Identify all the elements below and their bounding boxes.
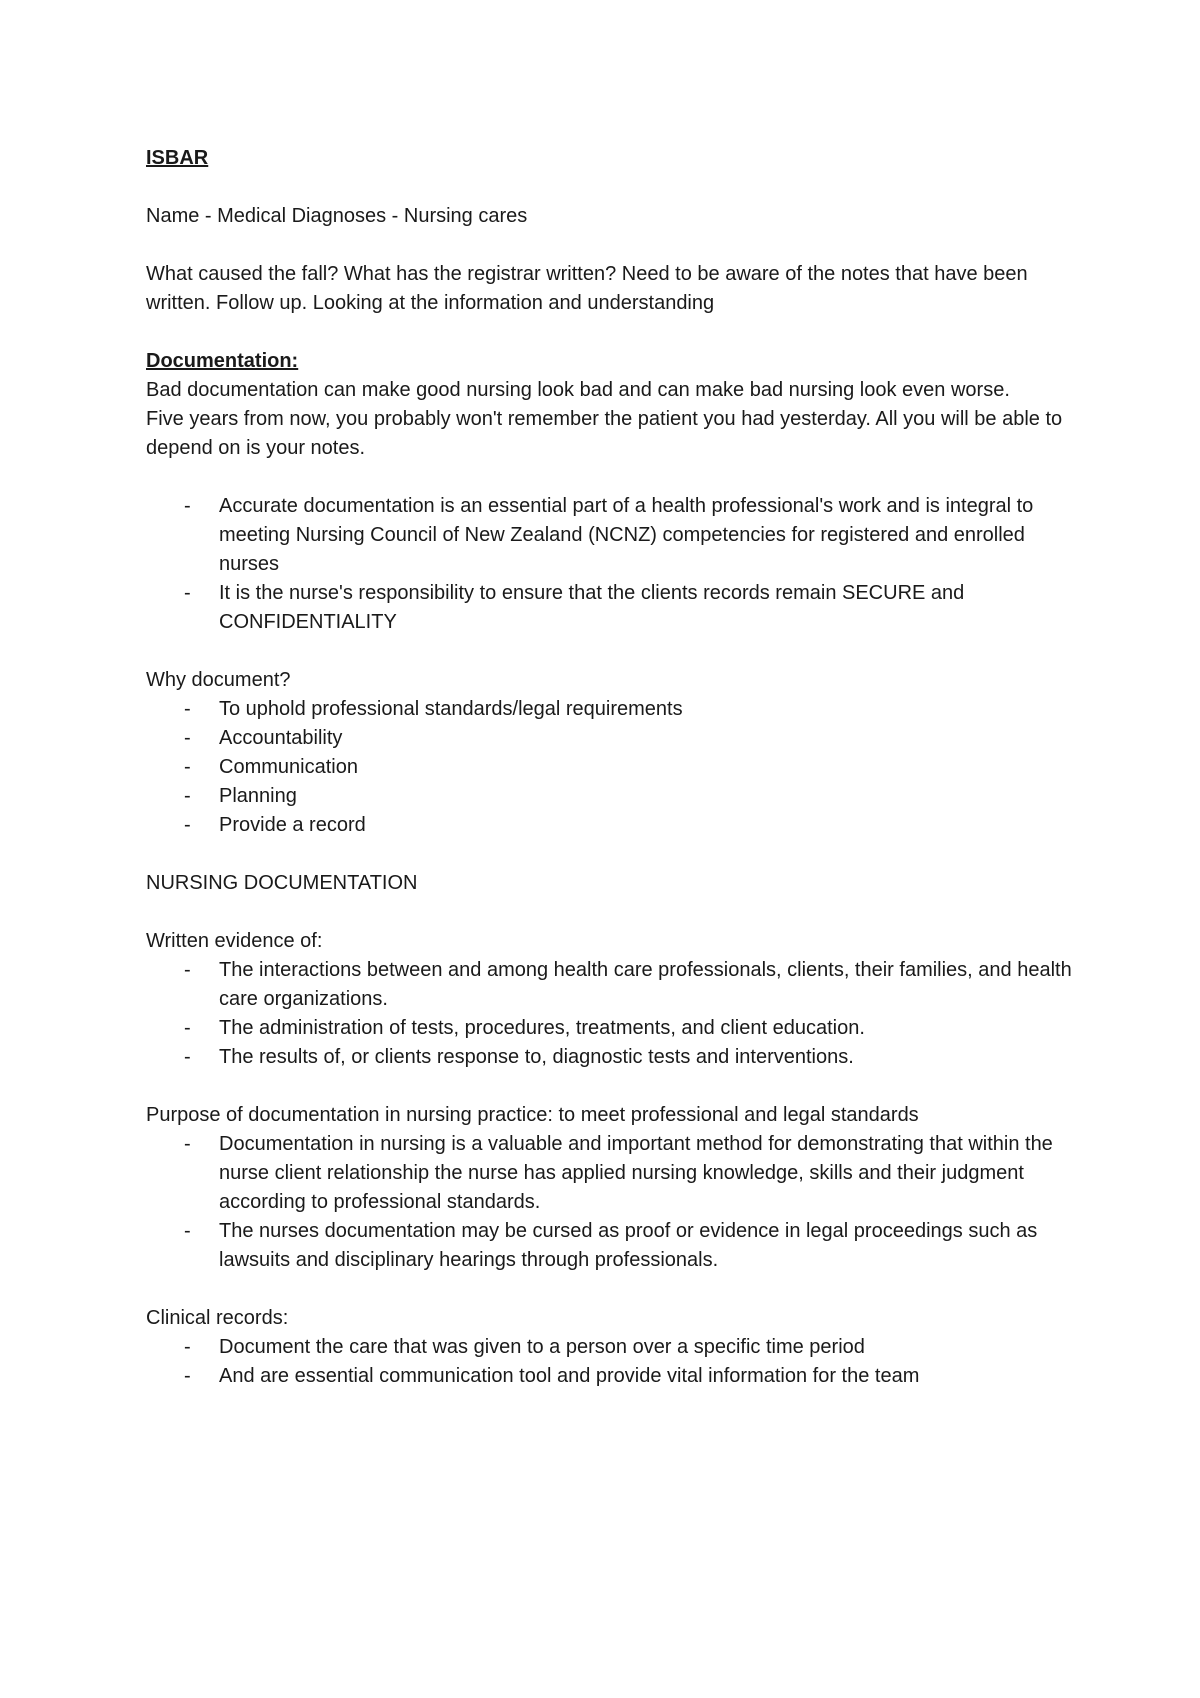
list-item-text: Document the care that was given to a person over a specific time period — [219, 1336, 865, 1358]
dash-bullet: - — [184, 1046, 191, 1068]
dash-bullet: - — [184, 495, 191, 517]
dash-bullet: - — [184, 727, 191, 749]
list-item — [146, 1333, 1086, 1362]
dash-bullet: - — [184, 1220, 191, 1242]
dash-bullet: - — [184, 1336, 191, 1358]
fall-paragraph: What caused the fall? What has the registrar written? Need to be aware of the notes that have been written. Follow up. Looking at the information and understanding — [146, 263, 1028, 314]
list-item — [146, 1217, 1086, 1275]
list-item-text: It is the nurse's responsibility to ensure that the clients records remain SECURE and CONFIDENTIALITY — [219, 582, 965, 633]
list-item — [146, 811, 1086, 840]
list-item — [146, 753, 1086, 782]
isbar-line: Name - Medical Diagnoses - Nursing cares — [146, 205, 528, 227]
list-item-text: The nurses documentation may be cursed as proof or evidence in legal proceedings such as lawsuits and disciplinary hearings through professionals. — [219, 1220, 1038, 1271]
dash-bullet: - — [184, 1133, 191, 1155]
list-item-text: Provide a record — [219, 814, 366, 836]
list-item-text: Accurate documentation is an essential part of a health professional's work and is integral to meeting Nursing Council of New Zealand (NCNZ) competencies for registered and enrolled nurses — [219, 495, 1034, 575]
purpose-heading: Purpose of documentation in nursing practice: to meet professional and legal standards — [146, 1104, 919, 1126]
list-item-text: To uphold professional standards/legal requirements — [219, 698, 683, 720]
why-document-list — [146, 695, 1086, 840]
list-item — [146, 492, 1086, 579]
written-evidence-heading: Written evidence of: — [146, 930, 323, 952]
dash-bullet: - — [184, 785, 191, 807]
dash-bullet: - — [184, 1365, 191, 1387]
written-evidence-list — [146, 956, 1086, 1072]
dash-bullet: - — [184, 959, 191, 981]
list-item-text: Accountability — [219, 727, 343, 749]
list-item-text: Documentation in nursing is a valuable and important method for demonstrating that within the nurse client relationship the nurse has applied nursing knowledge, skills and their judgment according to professional standards. — [219, 1133, 1053, 1213]
dash-bullet: - — [184, 756, 191, 778]
clinical-records-heading: Clinical records: — [146, 1307, 289, 1329]
nursing-documentation-heading: NURSING DOCUMENTATION — [146, 872, 418, 894]
list-item — [146, 724, 1086, 753]
dash-bullet: - — [184, 814, 191, 836]
list-item — [146, 695, 1086, 724]
dash-bullet: - — [184, 582, 191, 604]
list-item-text: Planning — [219, 785, 297, 807]
list-item — [146, 1362, 1086, 1391]
documentation-bullet-list — [146, 492, 1086, 637]
list-item — [146, 782, 1086, 811]
list-item-text: Communication — [219, 756, 358, 778]
list-item-text: The interactions between and among health care professionals, clients, their families, and health care organizations. — [219, 959, 1072, 1010]
documentation-heading: Documentation: — [146, 350, 299, 372]
list-item — [146, 1130, 1086, 1217]
list-item — [146, 1014, 1086, 1043]
list-item-text: And are essential communication tool and provide vital information for the team — [219, 1365, 920, 1387]
document-content — [146, 144, 1086, 1391]
clinical-records-list — [146, 1333, 1086, 1391]
dash-bullet: - — [184, 1017, 191, 1039]
dash-bullet: - — [184, 698, 191, 720]
document-title: ISBAR — [146, 147, 209, 169]
documentation-line-2: Five years from now, you probably won't remember the patient you had yesterday. All you will be able to depend on is your notes. — [146, 408, 1063, 459]
documentation-line-1: Bad documentation can make good nursing look bad and can make bad nursing look even worse. — [146, 379, 1010, 401]
list-item — [146, 579, 1086, 637]
list-item-text: The administration of tests, procedures, treatments, and client education. — [219, 1017, 865, 1039]
list-item — [146, 956, 1086, 1014]
list-item — [146, 1043, 1086, 1072]
why-document-heading: Why document? — [146, 669, 291, 691]
list-item-text: The results of, or clients response to, diagnostic tests and interventions. — [219, 1046, 854, 1068]
purpose-list — [146, 1130, 1086, 1275]
